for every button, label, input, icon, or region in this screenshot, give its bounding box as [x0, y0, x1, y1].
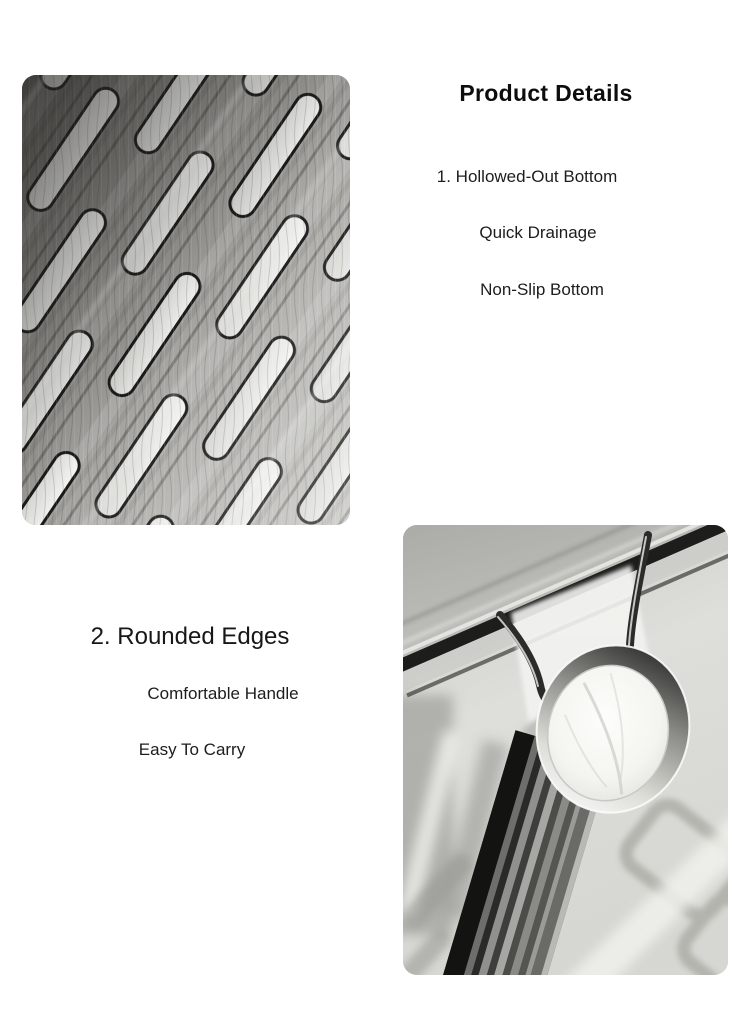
handle-knob-graphic — [403, 525, 728, 975]
feature-1-point-non-slip: Non-Slip Bottom — [480, 280, 604, 300]
feature-2-heading: 2. Rounded Edges — [90, 623, 290, 651]
light-sheen — [22, 75, 350, 525]
feature-2-point-easy-to-carry: Easy To Carry — [138, 740, 246, 760]
photo-handle — [403, 525, 728, 975]
photo-hollowed-bottom — [22, 75, 350, 525]
feature-1-point-quick-drainage: Quick Drainage — [479, 223, 597, 243]
feature-2-point-comfortable-handle: Comfortable Handle — [147, 684, 299, 704]
page-title: Product Details — [459, 79, 633, 106]
drain-slots-graphic — [22, 75, 350, 525]
feature-1-heading: 1. Hollowed-Out Bottom — [436, 167, 618, 187]
